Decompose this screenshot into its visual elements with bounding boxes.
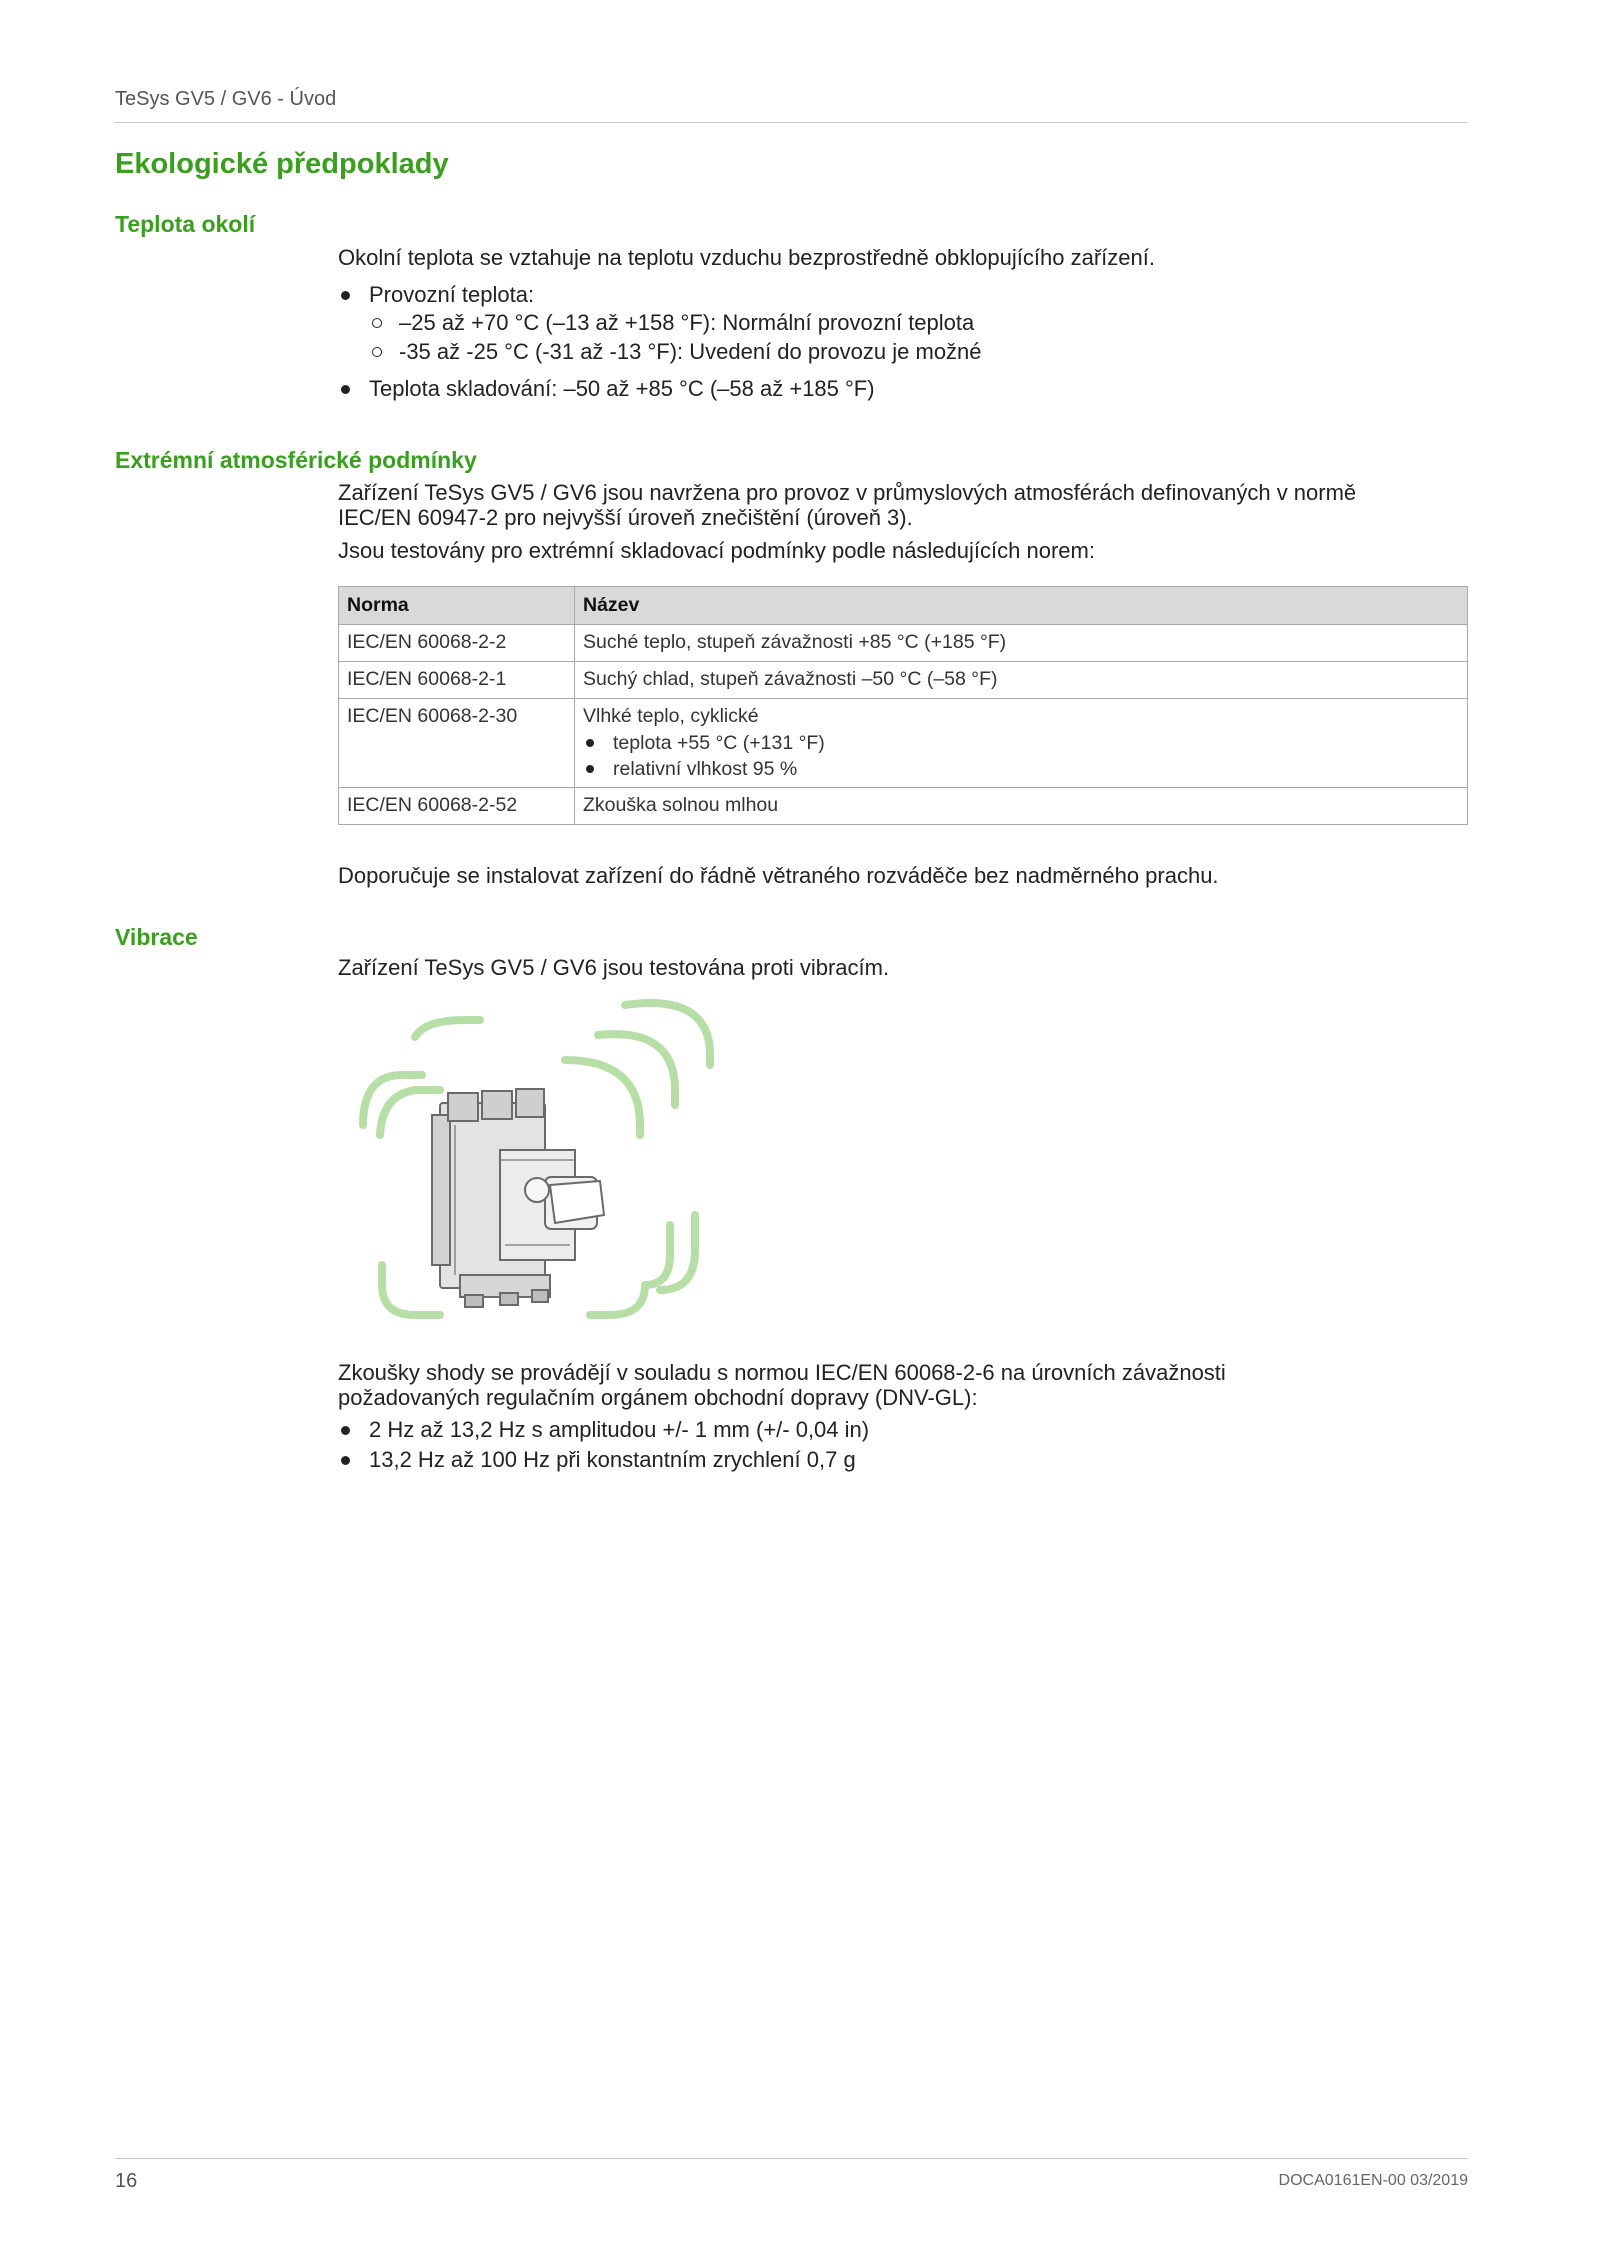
running-header: TeSys GV5 / GV6 - Úvod <box>115 88 337 110</box>
section-heading-extreme: Extrémní atmosférické podmínky <box>115 447 477 473</box>
list-item <box>338 375 1468 402</box>
extreme-block <box>338 480 1468 563</box>
bullet-dot-icon <box>341 385 350 394</box>
footer-rule <box>115 2158 1468 2159</box>
ambient-list <box>338 281 1468 402</box>
cell-norm: IEC/EN 60068-2-1 <box>339 662 575 699</box>
vibration-para: Zkoušky shody se provádějí v souladu s normou IEC/EN 60068-2-6 na úrovních závažnosti požadovaných regulačním orgánem obchodní dopravy (DNV-GL): <box>338 1360 1226 1410</box>
storage-temperature: Teplota skladování: –50 až +85 °C (–58 až +185 °F) <box>369 376 875 401</box>
vibration-block <box>338 1360 1468 1475</box>
circle-bullet-icon <box>372 318 382 328</box>
table-header-row <box>339 587 1468 625</box>
list-item <box>583 756 1459 782</box>
vibration-list <box>338 1415 1468 1475</box>
operating-sublist <box>369 309 1468 365</box>
cell-bullet-text: teplota +55 °C (+131 °F) <box>613 732 825 754</box>
table-row <box>339 625 1468 662</box>
vibration-figure <box>340 985 730 1330</box>
ambient-intro: Okolní teplota se vztahuje na teplotu vzduchu bezprostředně obklopujícího zařízení. <box>338 245 1155 270</box>
list-item <box>369 338 1468 365</box>
section-heading-ambient: Teplota okolí <box>115 211 256 237</box>
header-rule <box>115 122 1468 123</box>
cell-norm: IEC/EN 60068-2-52 <box>339 788 575 825</box>
extreme-para-2: Jsou testovány pro extrémní skladovací podmínky podle následujících norem: <box>338 538 1095 563</box>
vibration-item: 2 Hz až 13,2 Hz s amplitudou +/- 1 mm (+/- 0,04 in) <box>369 1417 870 1442</box>
recommendation-block <box>338 862 1468 889</box>
vibration-intro-block <box>338 954 1468 981</box>
cell-name: Suchý chlad, stupeň závažnosti –50 °C (–58 °F) <box>575 662 1468 699</box>
norms-table <box>338 586 1468 825</box>
bullet-dot-icon <box>586 765 594 773</box>
cell-name <box>575 699 1468 788</box>
vibration-intro: Zařízení TeSys GV5 / GV6 jsou testována proti vibracím. <box>338 955 890 980</box>
page-number: 16 <box>115 2170 138 2192</box>
ambient-block <box>338 244 1468 402</box>
cell-bullets <box>583 730 1459 782</box>
list-item <box>338 1445 1468 1475</box>
bullet-dot-icon <box>341 1456 350 1465</box>
list-item <box>338 1415 1468 1445</box>
table-row <box>339 662 1468 699</box>
circle-bullet-icon <box>372 347 382 357</box>
page-title: Ekologické předpoklady <box>115 148 449 180</box>
operating-item-normal: –25 až +70 °C (–13 až +158 °F): Normální provozní teplota <box>399 310 975 335</box>
column-header-name: Název <box>575 587 1468 625</box>
circuit-breaker-vibration-icon <box>340 985 730 1330</box>
cell-norm: IEC/EN 60068-2-30 <box>339 699 575 788</box>
bullet-dot-icon <box>341 291 350 300</box>
table-row <box>339 699 1468 788</box>
cell-name-text: Vlhké teplo, cyklické <box>583 705 759 727</box>
list-item <box>369 309 1468 336</box>
cell-name: Suché teplo, stupeň závažnosti +85 °C (+185 °F) <box>575 625 1468 662</box>
cell-norm: IEC/EN 60068-2-2 <box>339 625 575 662</box>
extreme-para-1: Zařízení TeSys GV5 / GV6 jsou navržena pro provoz v průmyslových atmosférách definovaných v normě IEC/EN 60947-2 pro nejvyšší úroveň znečištění (úroveň 3). <box>338 480 1357 530</box>
document-code: DOCA0161EN-00 03/2019 <box>1278 2172 1468 2189</box>
list-item <box>338 281 1468 365</box>
table-row <box>339 788 1468 825</box>
list-item <box>583 730 1459 756</box>
column-header-norm: Norma <box>339 587 575 625</box>
operating-label: Provozní teplota: <box>369 282 535 307</box>
cell-name: Zkouška solnou mlhou <box>575 788 1468 825</box>
bullet-dot-icon <box>586 739 594 747</box>
cell-bullet-text: relativní vlhkost 95 % <box>613 758 798 780</box>
vibration-item: 13,2 Hz až 100 Hz při konstantním zrychlení 0,7 g <box>369 1447 856 1472</box>
recommendation: Doporučuje se instalovat zařízení do řádně větraného rozváděče bez nadměrného prachu. <box>338 863 1219 888</box>
section-heading-vibration: Vibrace <box>115 924 198 950</box>
operating-item-commissioning: -35 až -25 °C (-31 až -13 °F): Uvedení do provozu je možné <box>399 339 982 364</box>
bullet-dot-icon <box>341 1426 350 1435</box>
